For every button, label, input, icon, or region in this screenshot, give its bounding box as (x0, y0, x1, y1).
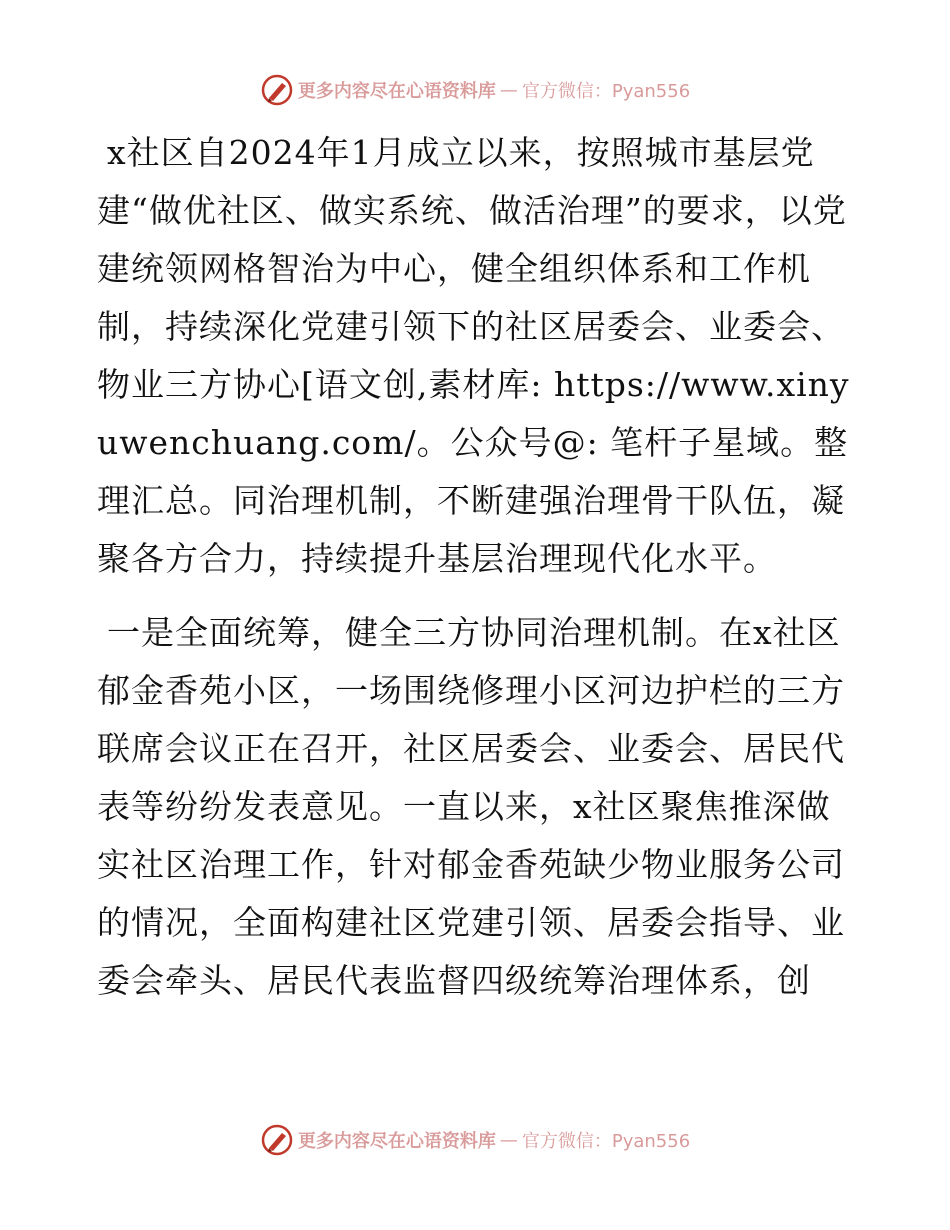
footer-brand-text: 更多内容尽在心语资料库 (297, 1131, 496, 1152)
header-brand-text: 更多内容尽在心语资料库 (297, 81, 496, 102)
pen-logo-icon (260, 1123, 294, 1157)
header-contact-text: 官方微信：Pyan556 (521, 81, 691, 102)
footer-watermark (0, 1122, 950, 1158)
document-body (97, 124, 857, 1010)
header-watermark (0, 72, 950, 108)
header-separator: — (499, 79, 518, 101)
paragraph-intro: x社区自2024年1月成立以来，按照城市基层党建“做优社区、做实系统、做活治理”的要求，以党建统领网格智治为中心，健全组织体系和工作机制，持续深化党建引领下的社区居委会、业委会、物业三方协心[语文创,素材库: https://www.xinyuwenchuang.com/。公众号@: 笔杆子星域。整理汇总。同治理机制，不断建强治理骨干队伍，凝聚各方合力，持续提升基层治理现代化水平。 (97, 133, 850, 578)
footer-separator: — (499, 1129, 518, 1151)
pen-logo-icon (260, 73, 294, 107)
footer-contact-text: 官方微信：Pyan556 (521, 1131, 691, 1152)
paragraph-point-one: 一是全面统筹，健全三方协同治理机制。在x社区郁金香苑小区，一场围绕修理小区河边护栏的三方联席会议正在召开，社区居委会、业委会、居民代表等纷纷发表意见。一直以来，x社区聚焦推深做实社区治理工作，针对郁金香苑缺少物业服务公司的情况，全面构建社区党建引领、居委会指导、业委会牵头、居民代表监督四级统筹治理体系，创 (97, 613, 845, 1000)
